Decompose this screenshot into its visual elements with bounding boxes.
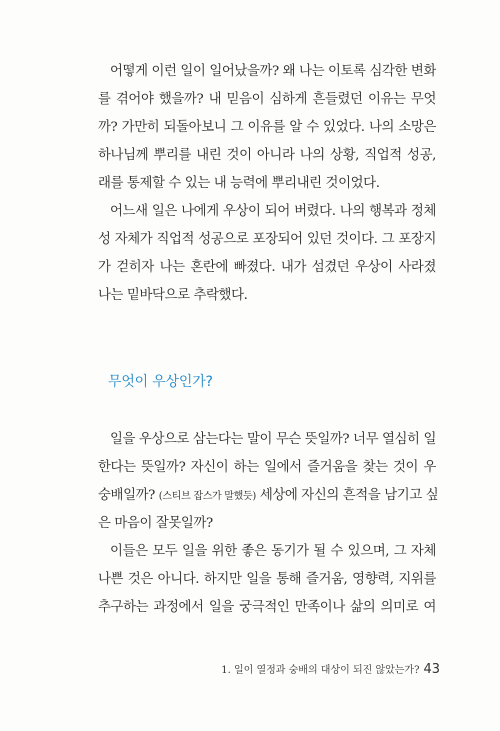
paragraph-line: 이들은 모두 일을 위한 좋은 동기가 될 수 있으며, 그 자체: [110, 544, 436, 559]
paragraph-line: 하나님께 뿌리를 내린 것이 아니라 나의 상황, 직업적 성공,: [98, 148, 436, 163]
paragraph-1: [98, 58, 436, 198]
paragraph-3: [98, 426, 439, 538]
page-number: 43: [423, 662, 440, 677]
paragraph-line: 한다는 뜻일까? 자신이 하는 일에서 즐거움을 찾는 것이 우: [98, 460, 436, 475]
parenthetical-note: (스티브 잡스가 말했듯): [158, 491, 256, 502]
paragraph-line: 일을 우상으로 삼는다는 말이 무슨 뜻일까? 너무 열심히 일: [110, 432, 436, 447]
paragraph-text: 세상에 자신의 흔적을 남기고 싶: [259, 488, 439, 503]
paragraph-text: 숭배일까?: [98, 488, 155, 503]
section-heading: 무엇이 우상인가?: [108, 374, 213, 390]
paragraph-line: 추구하는 과정에서 일을 궁극적인 만족이나 삶의 의미로 여: [98, 600, 436, 615]
paragraph-line: 나쁜 것은 아니다. 하지만 일을 통해 즐거움, 영향력, 지위를: [98, 572, 436, 587]
paragraph-line: 은 마음이 잘못일까?: [98, 516, 213, 531]
paragraph-line: 가 걷히자 나는 혼란에 빠졌다. 내가 섬겼던 우상이 사라졌: [98, 260, 436, 275]
paragraph-line: 성 자체가 직업적 성공으로 포장되어 있던 것이다. 그 포장지: [98, 232, 436, 247]
paragraph-line: 나는 밑바닥으로 추락했다.: [98, 288, 248, 303]
paragraph-line: 어느새 일은 나에게 우상이 되어 버렸다. 나의 행복과 정체: [110, 204, 436, 219]
paragraph-line: 어떻게 이런 일이 일어났을까? 왜 나는 이토록 심각한 변화: [110, 64, 436, 79]
paragraph-4: [98, 538, 436, 622]
paragraph-line: 를 겪어야 했을까? 내 믿음이 심하게 흔들렸던 이유는 무엇: [98, 92, 436, 107]
paragraph-2: [98, 198, 436, 310]
paragraph-line: 까? 가만히 되돌아보니 그 이유를 알 수 있었다. 나의 소망은: [98, 120, 436, 135]
paragraph-line: [98, 482, 439, 510]
chapter-title: 1. 일이 열정과 숭배의 대상이 되진 않았는가?: [221, 665, 420, 676]
page-footer: [221, 661, 440, 677]
paragraph-line: 래를 통제할 수 있는 내 능력에 뿌리내린 것이었다.: [98, 176, 380, 191]
